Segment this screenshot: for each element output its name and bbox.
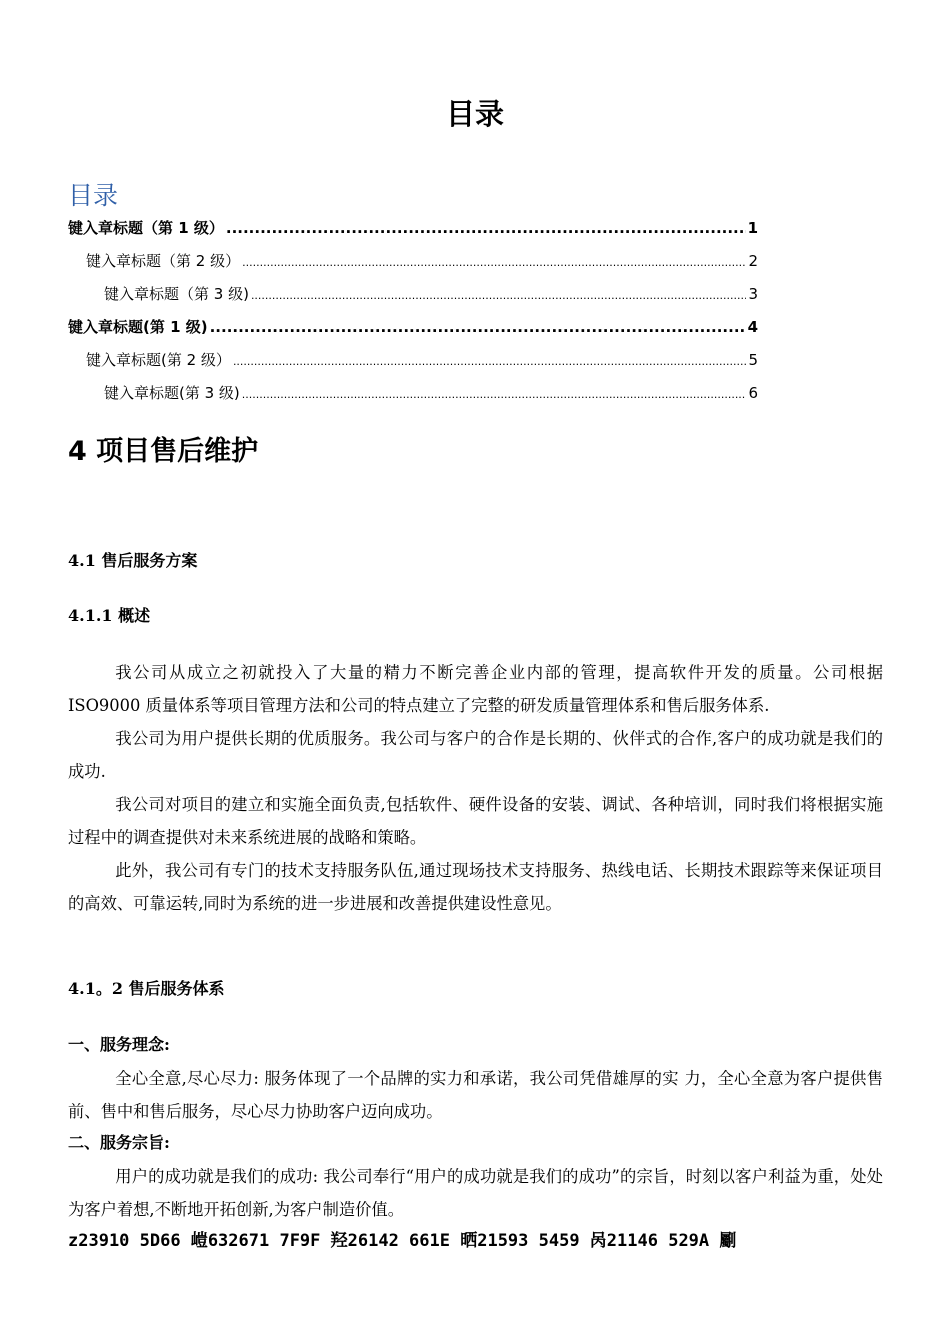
toc-entry-title: 键入章标题（第 1 级） [68, 219, 224, 237]
paragraph: 全心全意,尽心尽力: 服务体现了一个品牌的实力和承诺，我公司凭借雄厚的实 力，全心全意为客户提供售前、售中和售后服务，尽心尽力协助客户迈向成功。 [68, 1069, 883, 1121]
document-title: 目录 [445, 97, 504, 131]
toc-entry-page: 1 [747, 219, 758, 237]
toc-entry-4[interactable] [68, 313, 758, 346]
service-purpose-label: 二、服务宗旨: [68, 1133, 170, 1152]
table-of-contents [68, 214, 758, 412]
toc-heading: 目录 [68, 181, 119, 210]
section-heading-4-1: 4.1 售后服务方案 [68, 551, 198, 570]
paragraph: 我公司从成立之初就投入了大量的精力不断完善企业内部的管理，提高软件开发的质量。公司根据 ISO9000 质量体系等项目管理方法和公司的特点建立了完整的研发质量管理体系和售后服务体系. [68, 663, 883, 715]
toc-leader [233, 348, 747, 376]
toc-leader [242, 249, 746, 277]
toc-entry-page: 6 [748, 384, 758, 402]
encoded-footer-text: z23910 5D66 嵦632671 7F9F 羟26142 661E 晒21593 5459 呙21146 529A 劚 [68, 1231, 737, 1251]
overview-body [68, 656, 883, 920]
toc-entry-title: 键入章标题(第 3 级) [104, 384, 240, 402]
toc-entry-page: 2 [748, 252, 758, 270]
section-heading-4-1-1: 4.1.1 概述 [68, 606, 151, 625]
toc-entry-title: 键入章标题（第 2 级） [86, 252, 241, 270]
toc-entry-3[interactable] [68, 280, 758, 313]
toc-leader [210, 313, 746, 341]
toc-leader [251, 282, 747, 310]
service-concept-label: 一、服务理念: [68, 1035, 170, 1054]
toc-entry-6[interactable] [68, 379, 758, 412]
toc-entry-page: 3 [748, 285, 758, 303]
paragraph: 用户的成功就是我们的成功: 我公司奉行“用户的成功就是我们的成功”的宗旨，时刻以客户利益为重，处处为客户着想,不断地开拓创新,为客户制造价值。 [68, 1167, 883, 1219]
paragraph: 此外，我公司有专门的技术支持服务队伍,通过现场技术支持服务、热线电话、长期技术跟踪等来保证项目的高效、可靠运转,同时为系统的进一步进展和改善提供建设性意见。 [68, 861, 883, 913]
toc-entry-title: 键入章标题(第 1 级) [68, 318, 208, 336]
toc-entry-2[interactable] [68, 247, 758, 280]
toc-entry-page: 4 [747, 318, 758, 336]
service-concept-body [68, 1062, 883, 1128]
toc-entry-5[interactable] [68, 346, 758, 379]
paragraph: 我公司对项目的建立和实施全面负责,包括软件、硬件设备的安装、调试、各种培训，同时我们将根据实施过程中的调查提供对未来系统进展的战略和策略。 [68, 795, 883, 847]
chapter-heading: 4 项目售后维护 [68, 436, 259, 467]
toc-entry-page: 5 [748, 351, 758, 369]
section-heading-4-1-2: 4.1。2 售后服务体系 [68, 979, 225, 998]
toc-leader [226, 214, 746, 242]
toc-entry-title: 键入章标题（第 3 级) [104, 285, 249, 303]
paragraph: 我公司为用户提供长期的优质服务。我公司与客户的合作是长期的、伙伴式的合作,客户的成功就是我们的成功. [68, 729, 883, 781]
toc-entry-1[interactable] [68, 214, 758, 247]
service-purpose-body [68, 1160, 883, 1226]
toc-entry-title: 键入章标题(第 2 级） [86, 351, 231, 369]
toc-leader [242, 381, 747, 409]
